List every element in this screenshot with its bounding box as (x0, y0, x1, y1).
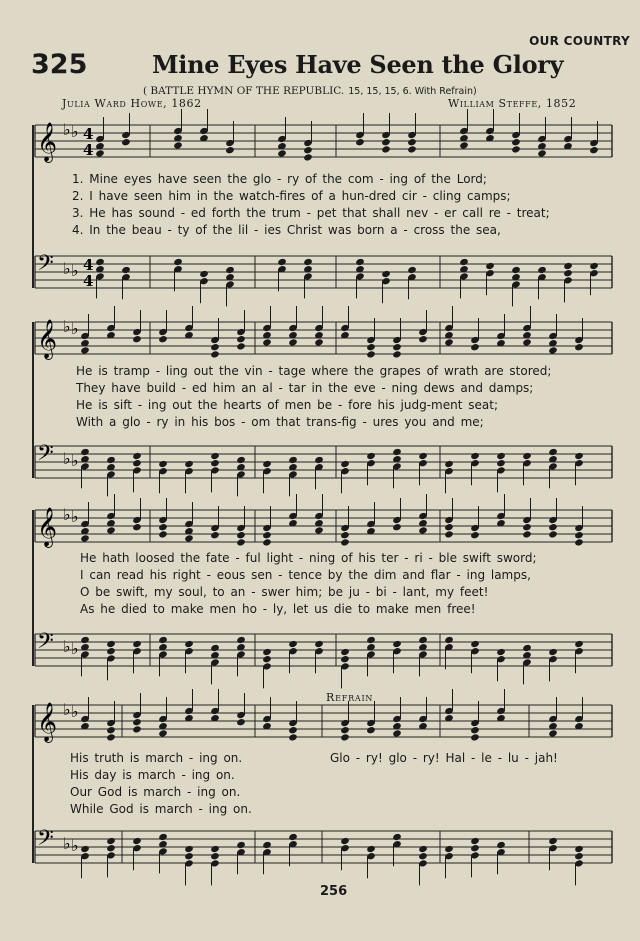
note-head (158, 636, 168, 644)
note-head (236, 456, 246, 464)
note-head (418, 452, 428, 460)
note-head (340, 726, 350, 734)
note-head (132, 523, 142, 531)
flat-icon: ♭ (71, 319, 79, 338)
note-head (277, 149, 287, 157)
note-head (95, 258, 105, 266)
note-head (288, 640, 298, 648)
note-head (80, 845, 90, 853)
author-credit: Julia Ward Howe, 1862 (62, 97, 202, 110)
note-head (314, 338, 324, 346)
note-head (496, 648, 506, 656)
note-head (589, 262, 599, 270)
flat-icon: ♭ (63, 637, 71, 656)
note-head (158, 523, 168, 531)
note-head (548, 648, 558, 656)
note-head (444, 338, 454, 346)
note-head (444, 460, 454, 468)
note-head (132, 640, 142, 648)
note-head (303, 153, 313, 161)
note-head (470, 837, 480, 845)
note-head (158, 460, 168, 468)
note-head (470, 531, 480, 539)
time-signature-bottom: 4 (83, 141, 94, 159)
note-head (548, 729, 558, 737)
note-head (132, 335, 142, 343)
treble-clef-icon: 𝄞 (37, 319, 58, 359)
note-head (288, 726, 298, 734)
note-head (392, 343, 402, 351)
hymn-number: 325 (31, 49, 88, 80)
note-head (548, 837, 558, 845)
note-head (106, 733, 116, 741)
note-head (106, 456, 116, 464)
note-head (381, 145, 391, 153)
note-head (392, 523, 402, 531)
note-head (511, 266, 521, 274)
lyric-verse-4: While God is march - ing on. (70, 802, 252, 816)
note-head (132, 837, 142, 845)
note-head (210, 644, 220, 652)
note-head (314, 526, 324, 534)
flat-icon: ♭ (63, 259, 71, 278)
note-head (340, 655, 350, 663)
note-head (158, 833, 168, 841)
note-head (80, 636, 90, 644)
note-head (225, 146, 235, 154)
note-head (210, 852, 220, 860)
note-head (288, 833, 298, 841)
flat-icon: ♭ (63, 834, 71, 853)
note-head (184, 852, 194, 860)
note-head (106, 726, 116, 734)
note-head (444, 523, 454, 531)
time-signature-top: 4 (83, 125, 94, 143)
note-head (184, 845, 194, 853)
note-head (236, 538, 246, 546)
note-head (288, 733, 298, 741)
note-head (470, 733, 480, 741)
note-head (589, 146, 599, 154)
note-head (80, 346, 90, 354)
note-head (574, 640, 584, 648)
note-head (236, 718, 246, 726)
note-head (392, 350, 402, 358)
note-head (418, 526, 428, 534)
note-head (236, 636, 246, 644)
note-head (121, 266, 131, 274)
flat-icon: ♭ (71, 507, 79, 526)
note-head (470, 452, 480, 460)
note-head (496, 452, 506, 460)
note-head (340, 460, 350, 468)
lyric-verse-3: 3. He has sound - ed forth the trum - pet that shall nev - er call re - treat; (72, 206, 550, 220)
note-head (522, 523, 532, 531)
note-head (522, 338, 532, 346)
note-head (407, 266, 417, 274)
note-head (574, 452, 584, 460)
lyric-verse-2: 2. I have seen him in the watch-fires of a hun-dred cir - cling camps; (72, 189, 511, 203)
note-head (262, 841, 272, 849)
note-head (574, 852, 584, 860)
note-head (262, 338, 272, 346)
note-head (392, 640, 402, 648)
note-head (236, 342, 246, 350)
note-head (444, 530, 454, 538)
flat-icon: ♭ (71, 702, 79, 721)
note-head (548, 523, 558, 531)
note-head (470, 726, 480, 734)
note-head (173, 141, 183, 149)
note-head (262, 655, 272, 663)
note-head (511, 145, 521, 153)
page-number: 256 (320, 884, 348, 899)
treble-clef-icon: 𝄞 (37, 702, 58, 742)
flat-icon: ♭ (63, 505, 71, 524)
note-head (262, 538, 272, 546)
note-head (548, 448, 558, 456)
note-head (210, 343, 220, 351)
note-head (444, 636, 454, 644)
note-head (355, 138, 365, 146)
bass-clef-icon: 𝄢 (37, 251, 54, 281)
refrain-lyric: Glo - ry! glo - ry! Hal - le - lu - jah! (330, 751, 558, 765)
note-head (574, 538, 584, 546)
note-head (485, 262, 495, 270)
note-head (262, 460, 272, 468)
note-head (236, 335, 246, 343)
note-head (262, 648, 272, 656)
hymn-title: Mine Eyes Have Seen the Glory (152, 50, 564, 79)
note-head (418, 636, 428, 644)
note-head (158, 335, 168, 343)
note-head (548, 346, 558, 354)
note-head (184, 640, 194, 648)
note-head (199, 270, 209, 278)
note-head (511, 138, 521, 146)
section-label: OUR COUNTRY (529, 34, 630, 48)
flat-icon: ♭ (71, 451, 79, 470)
note-head (210, 845, 220, 853)
lyric-verse-2: I can read his right - eous sen - tence by the dim and flar - ing lamps, (80, 568, 531, 582)
lyric-verse-1: 1. Mine eyes have seen the glo - ry of the com - ing of the Lord; (72, 172, 487, 186)
time-signature-bottom: 4 (83, 272, 94, 290)
lyric-verse-4: 4. In the beau - ty of the lil - ies Christ was born a - cross the sea, (72, 223, 501, 237)
note-head (381, 138, 391, 146)
note-head (236, 531, 246, 539)
note-head (210, 459, 220, 467)
note-head (366, 452, 376, 460)
note-head (340, 648, 350, 656)
note-head (366, 726, 376, 734)
lyric-verse-1: His truth is march - ing on. (70, 751, 243, 765)
note-head (314, 640, 324, 648)
note-head (132, 725, 142, 733)
note-head (106, 837, 116, 845)
composer-credit: William Steffe, 1852 (448, 97, 577, 110)
note-head (225, 266, 235, 274)
note-head (522, 644, 532, 652)
note-head (236, 841, 246, 849)
note-head (80, 534, 90, 542)
lyric-verse-1: He hath loosed the fate - ful light - ning of his ter - ri - ble swift sword; (80, 551, 537, 565)
note-head (563, 269, 573, 277)
flat-icon: ♭ (63, 449, 71, 468)
note-head (366, 350, 376, 358)
note-head (537, 149, 547, 157)
note-head (314, 456, 324, 464)
flat-icon: ♭ (63, 700, 71, 719)
note-head (574, 845, 584, 853)
note-head (340, 733, 350, 741)
note-head (106, 844, 116, 852)
note-head (444, 845, 454, 853)
note-head (563, 262, 573, 270)
note-head (210, 350, 220, 358)
note-head (262, 531, 272, 539)
note-head (288, 456, 298, 464)
note-head (366, 343, 376, 351)
treble-clef-icon: 𝄞 (37, 507, 58, 547)
note-head (392, 729, 402, 737)
note-head (418, 852, 428, 860)
note-head (132, 459, 142, 467)
note-head (470, 343, 480, 351)
note-head (496, 841, 506, 849)
flat-icon: ♭ (71, 261, 79, 280)
note-head (303, 146, 313, 154)
flat-icon: ♭ (63, 317, 71, 336)
bass-clef-icon: 𝄢 (37, 629, 54, 659)
meter: 15, 15, 15, 6. With Refrain) (348, 86, 477, 97)
note-head (407, 138, 417, 146)
lyric-verse-2: His day is march - ing on. (70, 768, 235, 782)
flat-icon: ♭ (71, 122, 79, 141)
note-head (106, 647, 116, 655)
note-head (184, 460, 194, 468)
note-head (184, 534, 194, 542)
note-head (407, 145, 417, 153)
note-head (210, 531, 220, 539)
note-head (340, 531, 350, 539)
note-head (106, 640, 116, 648)
lyric-verse-4: As he died to make men ho - ly, let us die to make men free! (80, 602, 476, 616)
note-head (80, 448, 90, 456)
note-head (392, 448, 402, 456)
note-head (355, 258, 365, 266)
note-head (459, 258, 469, 266)
lyric-verse-3: O be swift, my soul, to an - swer him; be ju - bi - lant, my feet! (80, 585, 489, 599)
lyric-verse-3: Our God is march - ing on. (70, 785, 241, 799)
note-head (340, 837, 350, 845)
note-head (95, 149, 105, 157)
note-head (496, 459, 506, 467)
bass-clef-icon: 𝄢 (37, 441, 54, 471)
lyric-verse-1: He is tramp - ling out the vin - tage where the grapes of wrath are stored; (76, 364, 552, 378)
time-signature-top: 4 (83, 256, 94, 274)
note-head (173, 258, 183, 266)
flat-icon: ♭ (71, 639, 79, 658)
treble-clef-icon: 𝄞 (37, 122, 58, 162)
note-head (418, 845, 428, 853)
note-head (459, 141, 469, 149)
note-head (366, 636, 376, 644)
note-head (381, 270, 391, 278)
note-head (210, 452, 220, 460)
note-head (574, 531, 584, 539)
note-head (158, 729, 168, 737)
note-head (522, 530, 532, 538)
note-head (548, 530, 558, 538)
note-head (392, 833, 402, 841)
note-head (288, 338, 298, 346)
note-head (277, 258, 287, 266)
tune-name: ( BATTLE HYMN OF THE REPUBLIC. (143, 85, 345, 97)
note-head (522, 452, 532, 460)
note-head (303, 258, 313, 266)
note-head (470, 844, 480, 852)
note-head (340, 538, 350, 546)
note-head (132, 452, 142, 460)
note-head (158, 530, 168, 538)
lyric-verse-3: He is sift - ing out the hearts of men be - fore his judg-ment seat; (76, 398, 498, 412)
note-head (106, 526, 116, 534)
note-head (132, 718, 142, 726)
lyric-verse-2: They have build - ed him an al - tar in the eve - ning dews and damps; (76, 381, 534, 395)
note-head (366, 845, 376, 853)
note-head (470, 640, 480, 648)
note-head (574, 343, 584, 351)
note-head (537, 266, 547, 274)
note-head (121, 138, 131, 146)
bass-clef-icon: 𝄢 (37, 826, 54, 856)
lyric-verse-4: With a glo - ry in his bos - om that trans-fig - ures you and me; (76, 415, 484, 429)
note-head (418, 335, 428, 343)
flat-icon: ♭ (71, 836, 79, 855)
flat-icon: ♭ (63, 120, 71, 139)
refrain-label: Refrain (326, 691, 374, 704)
